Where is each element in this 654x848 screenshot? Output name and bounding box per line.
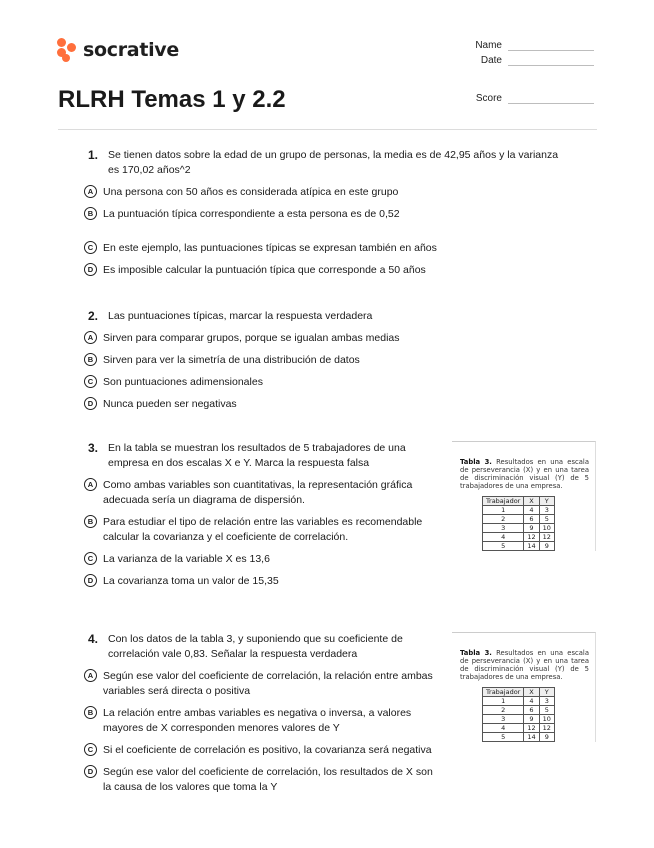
table-cell: 4 [524,697,539,706]
option-letter-b: B [84,353,97,366]
table-cell: 3 [539,697,554,706]
table-cell: 9 [524,524,539,533]
table-cell: 5 [539,706,554,715]
table-row [483,533,555,542]
brand-name: socrative [83,39,179,61]
option-letter-d: D [84,765,97,778]
option-d[interactable] [84,765,568,795]
question-number: 2. [88,309,99,323]
table-cell: 9 [524,715,539,724]
option-letter-c: C [84,375,97,388]
table-header-cell: Trabajador [483,497,524,506]
table-row [483,715,555,724]
table-row [483,724,555,733]
table-figure [452,441,596,551]
header-divider [58,129,597,130]
table-cell: 4 [524,506,539,515]
data-table [482,687,555,742]
table-cell: 14 [524,733,539,742]
score-label: Score [475,93,502,104]
table-cell: 3 [483,524,524,533]
option-c[interactable] [84,743,568,758]
date-label: Date [480,55,502,66]
score-line [508,93,594,104]
caption-label: Tabla 3. [460,649,492,657]
option-letter-a: A [84,185,97,198]
table-cell: 2 [483,515,524,524]
option-letter-d: D [84,397,97,410]
option-text: Nunca pueden ser negativas [103,398,237,410]
table-cell: 6 [524,706,539,715]
question-text: En la tabla se muestran los resultados de 5 trabajadores de una empresa en dos escalas X e Y. Marca la respuesta falsa [108,442,406,469]
table-caption [460,458,589,490]
question-number: 3. [88,441,99,455]
option-letter-b: B [84,207,97,220]
option-b[interactable] [84,353,568,368]
option-text: Como ambas variables son cuantitativas, la representación gráfica adecuada sería un diagrama de dispersión. [103,479,413,506]
table-cell: 4 [483,533,524,542]
question-text: Se tienen datos sobre la edad de un grupo de personas, la media es de 42,95 años y la varianza es 170,02 años^2 [108,149,559,176]
table-cell: 3 [539,506,554,515]
option-text: Según ese valor del coeficiente de correlación, los resultados de X son la causa de los valores que toma la Y [103,766,433,793]
name-field [442,40,594,51]
option-text: Son puntuaciones adimensionales [103,376,263,388]
table-row [483,733,555,742]
table-row [483,706,555,715]
option-a[interactable] [84,331,568,346]
table-cell: 1 [483,697,524,706]
table-cell: 6 [524,515,539,524]
option-d[interactable] [84,574,568,589]
table-header-cell: Y [539,497,554,506]
table-header-cell: Trabajador [483,688,524,697]
table-cell: 5 [483,733,524,742]
option-letter-d: D [84,574,97,587]
name-line [508,40,594,51]
option-letter-a: A [84,669,97,682]
data-table [482,496,555,551]
score-field [442,93,594,104]
table-row [483,697,555,706]
date-field [442,55,594,66]
table-cell: 4 [483,724,524,733]
table-cell: 9 [539,733,554,742]
option-text: Sirven para ver la simetría de una distribución de datos [103,354,360,366]
table-header-row [483,497,555,506]
table-cell: 12 [524,724,539,733]
option-letter-c: C [84,743,97,756]
page-title: RLRH Temas 1 y 2.2 [58,86,286,113]
table-row [483,524,555,533]
question-2 [88,309,568,412]
table-header-cell: X [524,688,539,697]
table-header-row [483,688,555,697]
table-cell: 12 [524,533,539,542]
option-letter-c: C [84,552,97,565]
option-c[interactable] [84,375,568,390]
option-text: En este ejemplo, las puntuaciones típicas se expresan también en años [103,242,437,254]
table-row [483,515,555,524]
table-header-cell: X [524,497,539,506]
option-text: La covarianza toma un valor de 15,35 [103,575,279,587]
caption-text: Resultados en una escala de perseverancia (X) y en una tarea de discriminación visual (Y) de 5 trabajadores de una empresa. [460,458,589,490]
option-text: Según ese valor del coeficiente de correlación, la relación entre ambas variables será directa o positiva [103,670,433,697]
option-b[interactable] [84,207,568,222]
table-row [483,542,555,551]
option-letter-d: D [84,263,97,276]
table-cell: 12 [539,533,554,542]
table-caption [460,649,589,681]
table-cell: 5 [483,542,524,551]
option-text: Es imposible calcular la puntuación típica que corresponde a 50 años [103,264,426,276]
option-text: Para estudiar el tipo de relación entre las variables es recomendable calcular la covarianza y el coeficiente de correlación. [103,516,423,543]
table-cell: 1 [483,506,524,515]
question-1 [88,148,568,278]
table-cell: 2 [483,706,524,715]
option-d[interactable] [84,263,568,278]
socrative-logo [57,38,179,62]
table-cell: 3 [483,715,524,724]
caption-text: Resultados en una escala de perseverancia (X) y en una tarea de discriminación visual (Y) de 5 trabajadores de una empresa. [460,649,589,681]
option-text: La relación entre ambas variables es negativa o inversa, a valores mayores de X corresponden menores valores de Y [103,707,412,734]
table-cell: 12 [539,724,554,733]
option-letter-c: C [84,241,97,254]
table-cell: 14 [524,542,539,551]
option-c[interactable] [84,552,568,567]
option-d[interactable] [84,397,568,412]
option-letter-b: B [84,706,97,719]
option-a[interactable] [84,185,568,200]
table-cell: 10 [539,715,554,724]
question-text: Con los datos de la tabla 3, y suponiendo que su coeficiente de correlación vale 0,83. Señalar la respuesta verdadera [108,633,403,660]
caption-label: Tabla 3. [460,458,492,466]
table-cell: 9 [539,542,554,551]
option-text: Sirven para comparar grupos, porque se igualan ambas medias [103,332,400,344]
table-header-cell: Y [539,688,554,697]
option-c[interactable] [84,241,568,256]
table-row [483,506,555,515]
option-text: Si el coeficiente de correlación es positivo, la covarianza será negativa [103,744,432,756]
option-letter-a: A [84,331,97,344]
question-number: 4. [88,632,99,646]
option-text: La varianza de la variable X es 13,6 [103,553,270,565]
option-text: Una persona con 50 años es considerada atípica en este grupo [103,186,399,198]
table-cell: 5 [539,515,554,524]
option-text: La puntuación típica correspondiente a esta persona es de 0,52 [103,208,400,220]
question-number: 1. [88,148,99,162]
option-letter-b: B [84,515,97,528]
socrative-logo-icon [57,38,77,62]
table-figure-repeat [452,632,596,742]
table-cell: 10 [539,524,554,533]
name-label: Name [475,40,502,51]
option-letter-a: A [84,478,97,491]
date-line [508,55,594,66]
question-text: Las puntuaciones típicas, marcar la respuesta verdadera [108,310,373,322]
